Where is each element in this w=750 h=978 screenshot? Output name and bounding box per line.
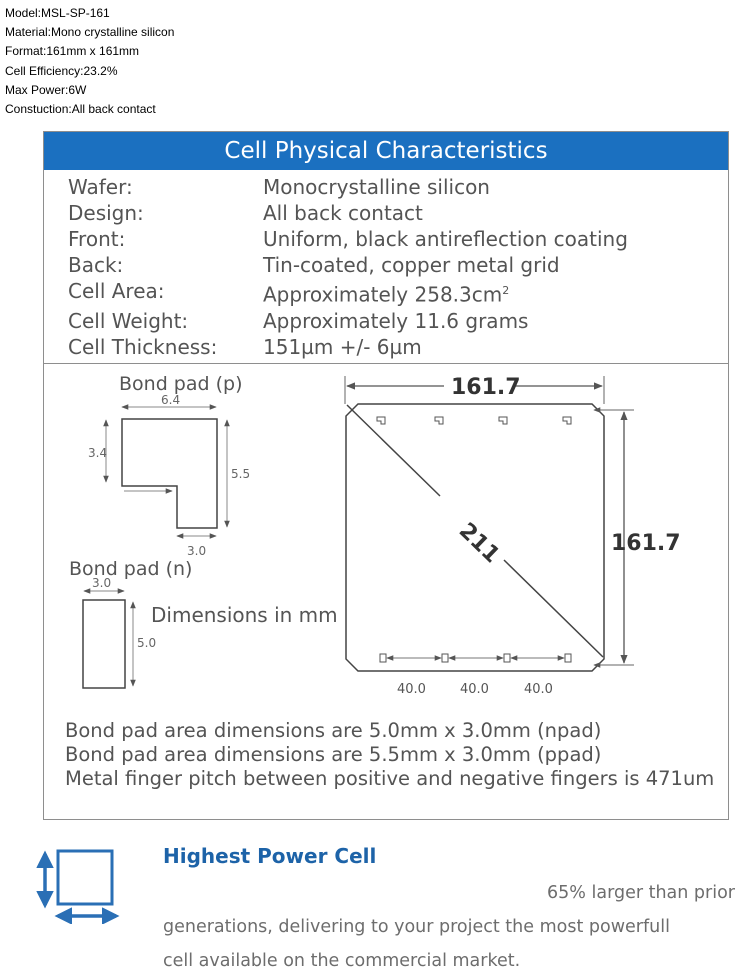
char-row (68, 200, 628, 226)
characteristics-table (68, 174, 628, 360)
pad-spacing-value: 40.0 (397, 682, 426, 697)
feature-title: Highest Power Cell (163, 844, 377, 868)
top-bond-pad (435, 417, 443, 424)
char-label: Design: (68, 201, 144, 225)
char-value (263, 278, 509, 308)
spec-format: Format:161mm x 161mm (5, 44, 140, 59)
pad-spacing-value: 40.0 (460, 682, 489, 697)
square-resize-icon (36, 848, 120, 924)
p-top-value: 6.4 (161, 393, 181, 407)
char-label: Wafer: (68, 175, 133, 199)
char-label: Cell Area: (68, 279, 165, 303)
n-top-value: 3.0 (92, 576, 112, 590)
n-right-value: 5.0 (137, 636, 157, 650)
bottom-bond-pad (504, 654, 510, 662)
bottom-bond-pad (442, 654, 448, 662)
diagonal-line-lower (504, 560, 603, 657)
char-label: Back: (68, 253, 124, 277)
spec-material: Material:Mono crystalline silicon (5, 25, 175, 40)
feature-line: 65% larger than prior (547, 883, 735, 903)
char-row (68, 278, 628, 308)
note-line: Bond pad area dimensions are 5.5mm x 3.0mm (ppad) (65, 743, 602, 766)
spec-max-power: Max Power:6W (5, 82, 87, 97)
p-left-value: 3.4 (88, 446, 108, 460)
bond-pad-n-label: Bond pad (n) (69, 558, 193, 580)
spec-model: Model:MSL-SP-161 (5, 6, 110, 20)
panel-title: Cell Physical Characteristics (44, 132, 728, 170)
bottom-bond-pad (380, 654, 386, 662)
feature-line: generations, delivering to your project the most powerfull (163, 917, 670, 937)
cell-diagonal-value: 211 (453, 518, 505, 569)
p-right-value: 5.5 (231, 467, 251, 481)
bond-pad-p-shape (122, 419, 217, 528)
feature-description (163, 876, 735, 978)
top-bond-pad (377, 417, 385, 424)
diagonal-line-upper (347, 405, 440, 496)
bond-pad-p-label: Bond pad (p) (119, 373, 243, 395)
dimension-notes (65, 719, 714, 791)
char-row (68, 252, 628, 278)
bond-pad-n-shape (83, 600, 125, 688)
char-row (68, 174, 628, 200)
char-value: All back contact (263, 201, 423, 225)
char-row (68, 226, 628, 252)
spec-list (5, 4, 174, 119)
char-value: 151µm +/- 6µm (263, 334, 422, 359)
feature-line: cell available on the commercial market. (163, 951, 521, 971)
char-row (68, 334, 628, 360)
spec-construction: Constuction:All back contact (5, 102, 156, 117)
cell-dimension-diagram (44, 364, 730, 714)
char-value: Monocrystalline silicon (263, 175, 490, 199)
spec-efficiency: Cell Efficiency:23.2% (5, 63, 118, 78)
top-bond-pad (499, 417, 507, 424)
char-label: Front: (68, 227, 126, 251)
units-label: Dimensions in mm (151, 603, 338, 627)
top-bond-pad (563, 417, 571, 424)
char-row (68, 308, 628, 334)
char-value-sup: 2 (502, 284, 510, 297)
pad-spacing-value: 40.0 (524, 682, 553, 697)
char-value-text: Approximately 258.3cm (263, 282, 503, 307)
note-line: Metal finger pitch between positive and negative fingers is 471um (65, 767, 715, 790)
top-bond-pads (377, 417, 571, 424)
p-bottom-value: 3.0 (187, 544, 207, 558)
char-label: Cell Thickness: (68, 334, 218, 359)
bottom-bond-pad (565, 654, 571, 662)
char-value: Approximately 11.6 grams (263, 308, 529, 333)
char-value: Tin-coated, copper metal grid (263, 253, 560, 277)
char-value: Uniform, black antireflection coating (263, 227, 628, 251)
char-label: Cell Weight: (68, 308, 189, 333)
cell-width-value: 161.7 (451, 375, 521, 400)
cell-height-value: 161.7 (611, 531, 681, 556)
note-line: Bond pad area dimensions are 5.0mm x 3.0mm (npad) (65, 719, 602, 742)
cell-characteristics-panel (43, 131, 729, 820)
